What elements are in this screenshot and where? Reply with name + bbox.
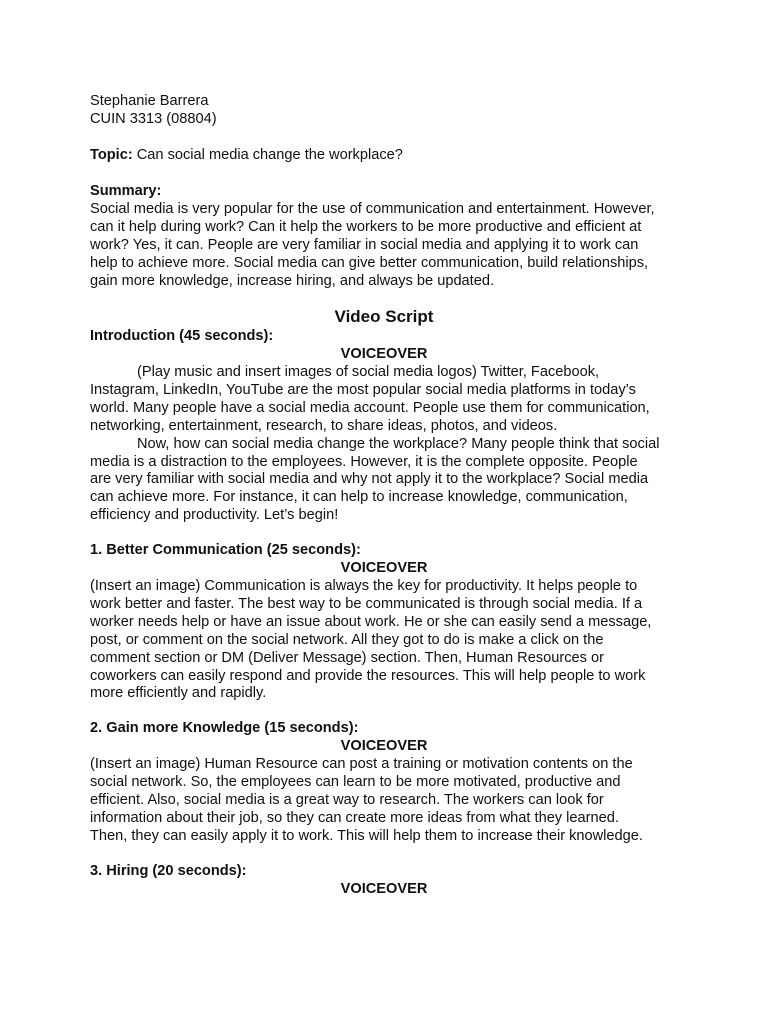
section3-voiceover-label: VOICEOVER: [340, 881, 428, 897]
section2-line: Then, they can easily apply it to work. This will help them to increase their knowledge.: [90, 827, 643, 844]
summary-section: [90, 183, 690, 290]
section1-line: post, or comment on the social network. All they got to do is make a click on the: [90, 631, 604, 648]
section2-voiceover-label: VOICEOVER: [340, 738, 428, 754]
intro-heading-text: Introduction (45 seconds):: [90, 328, 274, 344]
section2-body: [90, 756, 690, 846]
intro-voiceover-label: VOICEOVER: [340, 346, 428, 362]
intro-paragraphs: [90, 364, 690, 525]
section1-heading-text: 1. Better Communication (25 seconds):: [90, 542, 361, 558]
section2-heading-text: 2. Gain more Knowledge (15 seconds):: [90, 720, 359, 736]
summary-line: Social media is very popular for the use of communication and entertainment. However,: [90, 200, 655, 217]
section2-line: information about their job, so they can create more ideas from what they learned.: [90, 809, 619, 826]
section1-line: coworkers can easily respond and provide the resources. This will help people to work: [90, 667, 646, 684]
section1-voiceover-label: VOICEOVER: [340, 560, 428, 576]
intro-line: Instagram, LinkedIn, YouTube are the most popular social media platforms in today’s: [90, 381, 636, 398]
author-name: Stephanie Barrera: [90, 93, 209, 109]
section1-line: work better and faster. The best way to be communicated is through social media. If a: [90, 595, 643, 612]
topic-line: [90, 147, 690, 165]
topic-text: Can social media change the workplace?: [136, 147, 403, 163]
section2-line: (Insert an image) Human Resource can post a training or motivation contents on the: [90, 756, 633, 772]
intro-heading: [90, 328, 690, 346]
section1-heading: [90, 542, 690, 560]
section2-line: efficient. Also, social media is a great way to research. The workers can look for: [90, 791, 604, 808]
intro-line: Now, how can social media change the workplace? Many people think that social: [137, 435, 660, 452]
section1-body: [90, 578, 690, 703]
intro-line: world. Many people have a social media account. People use them for communication,: [90, 399, 650, 416]
intro-line: (Play music and insert images of social media logos) Twitter, Facebook,: [137, 364, 600, 380]
intro-line: are very familiar with social media and why not apply it to the workplace? Social media: [90, 471, 649, 488]
author-block: [90, 93, 690, 129]
video-script-title: Video Script: [334, 307, 434, 326]
summary-line: can it help during work? Can it help the workers to be more productive and efficient at: [90, 218, 642, 235]
summary-heading: Summary:: [90, 183, 162, 199]
intro-line: media is a distraction to the employees. However, it is the complete opposite. People: [90, 453, 638, 470]
intro-line: efficiency and productivity. Let’s begin!: [90, 507, 339, 524]
intro-line: networking, entertainment, research, to share ideas, photos, and videos.: [90, 417, 558, 434]
topic-label: Topic:: [90, 147, 133, 163]
summary-line: work? Yes, it can. People are very familiar in social media and applying it to work can: [90, 236, 639, 253]
section1-line: more efficiently and rapidly.: [90, 685, 267, 702]
section1-line: worker needs help or have an issue about work. He or she can easily send a message,: [90, 613, 652, 630]
section1-line: comment section or DM (Deliver Message) section. Then, Human Resources or: [90, 649, 604, 666]
section2-heading: [90, 720, 690, 738]
section3-heading-text: 3. Hiring (20 seconds):: [90, 863, 247, 879]
summary-line: help to achieve more. Social media can give better communication, build relationships,: [90, 254, 649, 271]
summary-line: gain more knowledge, increase hiring, and always be updated.: [90, 272, 495, 289]
intro-line: can achieve more. For instance, it can help to increase knowledge, communication,: [90, 489, 628, 506]
section1-line: (Insert an image) Communication is always the key for productivity. It helps people to: [90, 578, 638, 594]
course-code: CUIN 3313 (08804): [90, 110, 217, 127]
section2-line: social network. So, the employees can learn to be more motivated, productive and: [90, 773, 621, 790]
section3-heading: [90, 863, 690, 881]
